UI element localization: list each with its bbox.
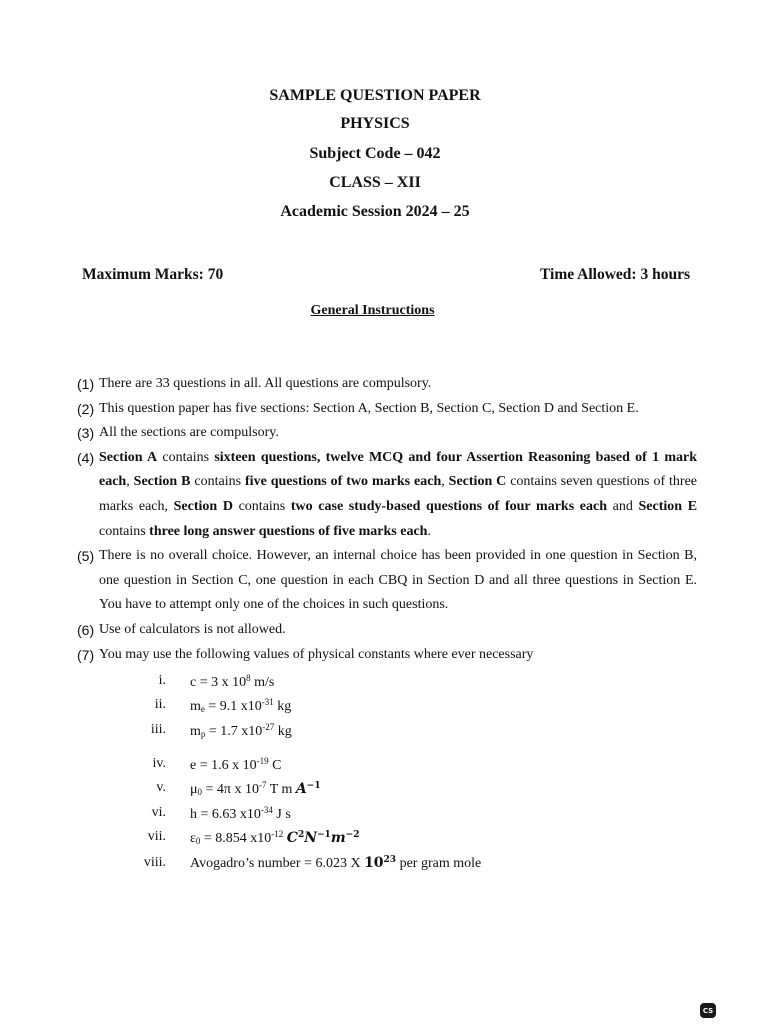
instruction-item [77,544,697,618]
constant-value: Avogadro’s number = 6.023 X $10^{23}$ per gram mole [190,855,482,871]
constant-value: $\varepsilon_0 = 8.854$ $x10^{-12}$ $C^2N^{-1}m^{-2}$ [190,829,360,846]
text-fragment: , [126,474,134,490]
constant-index: viii. [143,855,166,870]
text-fragment: and [607,498,639,514]
instruction-text [99,446,697,544]
constant-value: e = 1.6 x $10^{-19}$ C [190,756,282,773]
constant-value: h = 6.63 $x10^{-34}$ J s [190,805,291,822]
instruction-text: There is no overall choice. However, an internal choice has been provided in one question in Section B, one question in Section C, one question in each CBQ in Section D and all three questions in Section E. You have to attempt only one of the choices in such questions. [99,548,697,613]
instruction-text: There are 33 questions in all. All questions are compulsory. [99,376,432,391]
section-e-label: Section E [638,498,698,514]
instruction-text: You may use the following values of physical constants where ever necessary [99,646,534,662]
section-c-label: Section C [448,474,507,490]
instruction-item [77,643,697,668]
section-b-detail: five questions of two marks each [245,474,442,490]
constant-electron-mass [140,697,291,715]
constant-index: iv. [152,756,166,771]
section-a-detail: sixteen questions, twelve MCQ and four Assertion Reasoning based of 1 mark each [99,449,698,490]
instruction-number: (2) [77,400,95,417]
instruction-item [77,618,697,643]
section-d-detail: two case study-based questions of four marks each [290,498,607,514]
marks-time-row [82,266,690,284]
constant-electron-charge [140,756,281,774]
time-allowed: Time Allowed: 3 hours [540,266,690,283]
text-fragment: contains [232,498,291,514]
instruction-number: (1) [77,376,95,392]
constant-index: v. [156,780,166,795]
maximum-marks: Maximum Marks: 70 [82,266,224,283]
instruction-number: (4) [77,449,95,466]
constant-index: vi. [151,805,166,820]
text-fragment: contains [99,523,150,539]
text-fragment: contains [190,474,246,490]
instruction-number: (5) [77,548,95,565]
instruction-item [77,421,697,446]
constant-speed-of-light [140,673,274,691]
subject-code: Subject Code – 042 [309,145,441,162]
instruction-text: Use of calculators is not allowed. [99,621,286,637]
constant-index: ii. [154,697,166,712]
instruction-item [77,446,697,544]
text-fragment: . [427,523,431,539]
instruction-item [77,397,697,422]
section-c-detail: contains seven questions of three marks each, [99,474,698,514]
constant-value: c = 3 x $10^8$ m/s [190,673,275,690]
camscanner-logo: CS [700,1003,716,1018]
constant-avogadro [140,855,481,872]
academic-session: Academic Session 2024 – 25 [280,203,470,220]
constant-permittivity [140,829,359,847]
class-label: CLASS – XII [329,174,421,191]
paper-title: SAMPLE QUESTION PAPER [269,87,481,104]
constant-index: vii. [147,829,166,844]
constant-value: $m_e = 9.1$ $x10^{-31}$ kg [190,697,292,714]
constant-proton-mass [140,722,292,740]
constant-index: i. [158,673,166,688]
general-instructions-heading: General Instructions [310,303,435,318]
instruction-number: (6) [77,621,95,638]
constant-value: $m_p = 1.7$ $x10^{-27}$ kg [190,722,292,739]
section-b-label: Section B [133,474,191,490]
subject-name: PHYSICS [340,115,410,132]
instruction-number: (3) [77,425,95,442]
section-a-label: Section A [99,449,158,465]
section-d-label: Section D [173,498,233,514]
instructions-list [77,372,697,667]
section-e-detail: three long answer questions of five marks each [149,523,428,539]
constant-permeability [140,780,321,798]
instruction-number: (7) [77,646,95,663]
constant-value: $\mu_0 = 4\pi$ x $10^{-7}$ T m $A^{-1}$ [190,780,321,797]
constant-index: iii. [150,722,166,737]
instruction-text: All the sections are compulsory. [99,425,279,441]
instruction-text: This question paper has five sections: Section A, Section B, Section C, Section D and Section E. [99,400,639,416]
constant-planck [140,805,291,823]
text-fragment: contains [157,449,215,465]
text-fragment: , [441,474,449,490]
instruction-item [77,372,697,397]
